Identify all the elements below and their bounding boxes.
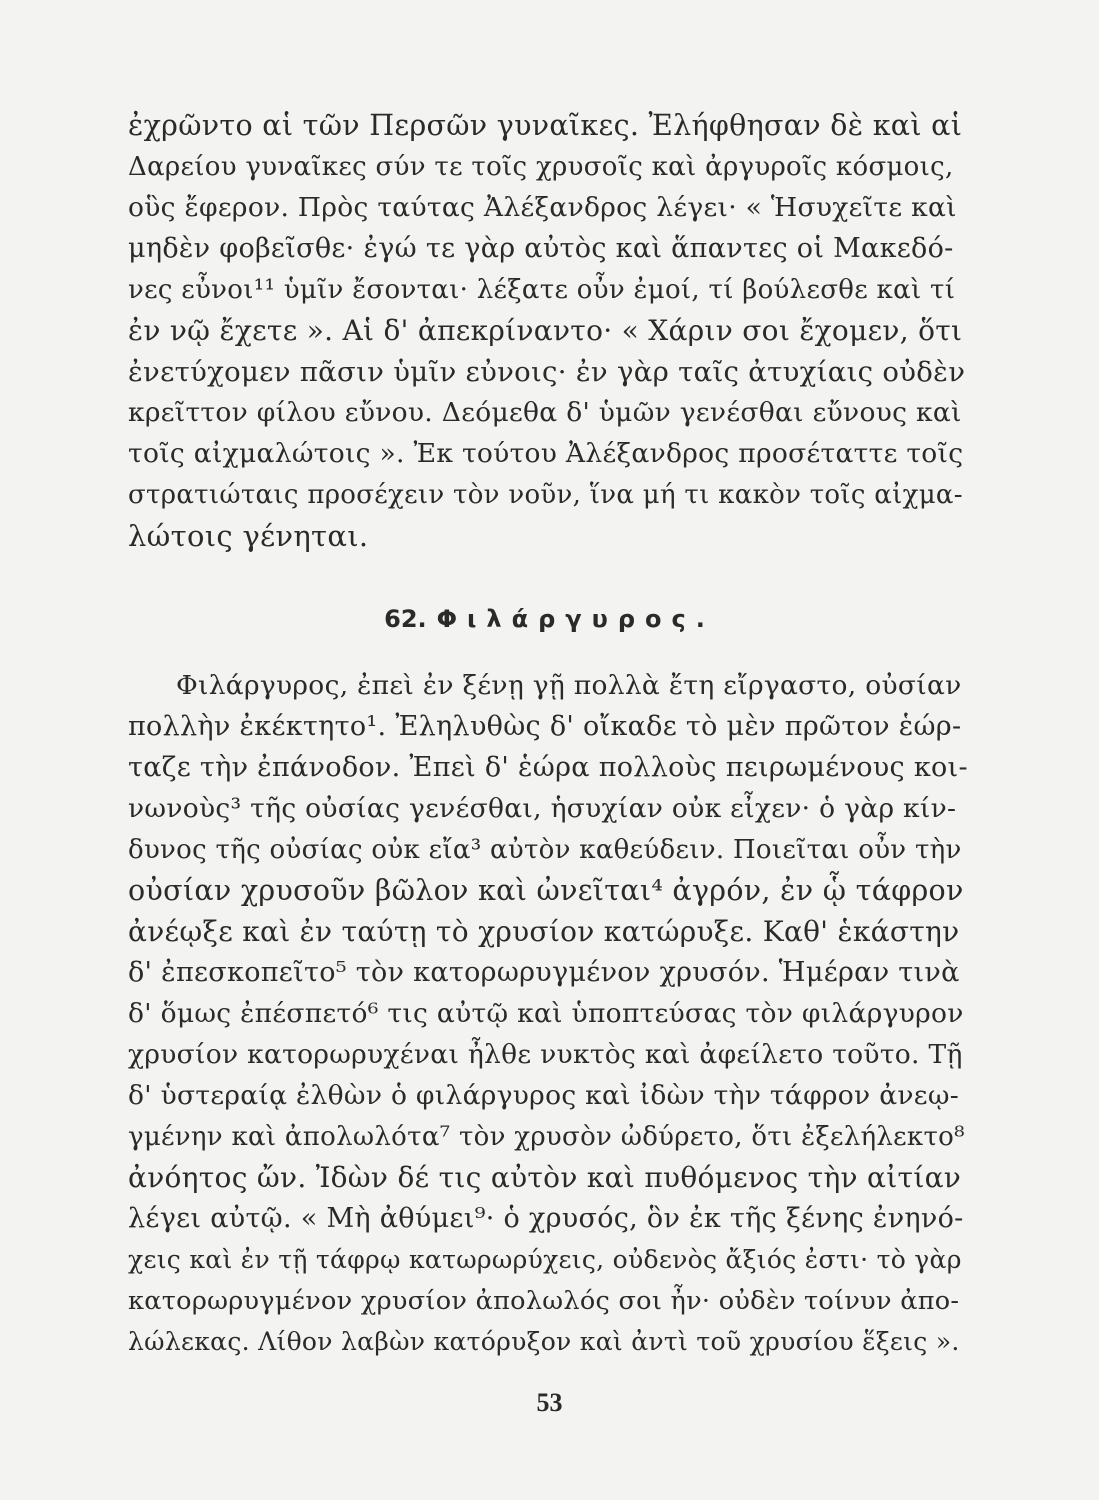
text-line: χεις καὶ ἐν τῇ τάφρῳ κατωρωρύχεις, οὐδενὸς ἄξιός ἐστι· τὸ γὰρ — [128, 1245, 962, 1274]
text-line: πολλὴν ἐκέκτητο¹. Ἐληλυθὼς δ' οἴκαδε τὸ μὲν πρῶτον ἑώρ- — [128, 711, 962, 742]
text-line: λέγει αὐτῷ. « Μὴ ἀθύμει⁹· ὁ χρυσός, ὃν ἐκ τῆς ξένης ἐνηνό- — [128, 1203, 964, 1234]
text-line: Δαρείου γυναῖκες σύν τε τοῖς χρυσοῖς καὶ ἀργυροῖς κόσμοις, — [128, 152, 954, 182]
section-heading — [0, 604, 1099, 634]
text-line: κρεῖττον φίλου εὔνου. Δεόμεθα δ' ὑμῶν γενέσθαι εὔνους καὶ — [128, 397, 962, 428]
text-line: ἀνόητος ὤν. Ἰδὼν δέ τις αὐτὸν καὶ πυθόμενος τὴν αἰτίαν — [128, 1161, 962, 1194]
text-line: χρυσίον κατορωρυχέναι ἦλθε νυκτὸς καὶ ἀφείλετο τοῦτο. Τῇ — [128, 1039, 963, 1070]
text-line: μηδὲν φοβεῖσθε· ἐγώ τε γὰρ αὐτὸς καὶ ἅπαντες οἱ Μακεδό- — [128, 233, 954, 264]
text-line: γμένην καὶ ἀπολωλότα⁷ τὸν χρυσὸν ὠδύρετο, ὅτι ἐξελήλεκτο⁸ — [128, 1122, 965, 1152]
text-line: ἀνέῳξε καὶ ἐν ταύτῃ τὸ χρυσίον κατώρυξε. Καθ' ἑκάστην — [128, 915, 960, 948]
text-line: ἐνετύχομεν πᾶσιν ὑμῖν εὐνοις· ἐν γὰρ ταῖς ἀτυχίαις οὐδὲν — [128, 356, 966, 388]
text-line: Φιλάργυρος, ἐπεὶ ἐν ξένῃ γῇ πολλὰ ἔτη εἴργαστο, οὐσίαν — [176, 670, 962, 701]
text-line: δ' ἐπεσκοπεῖτο⁵ τὸν κατορωρυγμένον χρυσόν. Ἡμέραν τινὰ — [128, 957, 960, 988]
text-line: δ' ὅμως ἐπέσπετό⁶ τις αὐτῷ καὶ ὑποπτεύσας τὸν φιλάργυρον — [128, 998, 964, 1029]
text-line: στρατιώταις προσέχειν τὸν νοῦν, ἵνα μή τι κακὸν τοῖς αἰχμα- — [128, 480, 963, 510]
section-number: 62. — [384, 605, 427, 633]
text-line: οὓς ἔφερον. Πρὸς ταύτας Ἀλέξανδρος λέγει· « Ἡσυχεῖτε καὶ — [128, 192, 957, 223]
text-line: ἐν νῷ ἔχετε ». Αἱ δ' ἀπεκρίναντο· « Χάριν σοι ἔχομεν, ὅτι — [128, 314, 963, 347]
text-line: νωνοὺς³ τῆς οὐσίας γενέσθαι, ἡσυχίαν οὐκ εἶχεν· ὁ γὰρ κίν- — [128, 793, 957, 824]
text-line: λώτοις γένηται. — [128, 519, 369, 553]
text-line: ἐχρῶντο αἱ τῶν Περσῶν γυναῖκες. Ἐλήφθησαν δὲ καὶ αἱ — [128, 109, 963, 142]
text-line: οὐσίαν χρυσοῦν βῶλον καὶ ὠνεῖται⁴ ἀγρόν, ἐν ᾧ τάφρον — [128, 874, 964, 907]
text-line: λώλεκας. Λίθον λαβὼν κατόρυξον καὶ ἀντὶ τοῦ χρυσίου ἕξεις ». — [128, 1327, 960, 1356]
section-title: Φιλάργυρος. — [436, 605, 715, 633]
text-line: τοῖς αἰχμαλώτοις ». Ἐκ τούτου Ἀλέξανδρος προσέταττε τοῖς — [128, 438, 964, 469]
text-line: δυνος τῆς οὐσίας οὐκ εἴα³ αὐτὸν καθεύδειν. Ποιεῖται οὖν τὴν — [128, 835, 962, 865]
text-line: δ' ὑστεραίᾳ ἐλθὼν ὁ φιλάργυρος καὶ ἰδὼν τὴν τάφρον ἀνεῳ- — [128, 1080, 959, 1111]
text-line: κατορωρυγμένον χρυσίον ἀπολωλός σοι ἦν· οὐδὲν τοίνυν ἀπο- — [128, 1286, 960, 1316]
text-line: νες εὖνοι¹¹ ὑμῖν ἔσονται· λέξατε οὖν ἐμοί, τί βούλεσθε καὶ τί — [128, 275, 956, 305]
text-line: ταζε τὴν ἐπάνοδον. Ἐπεὶ δ' ἑώρα πολλοὺς πειρωμένους κοι- — [128, 752, 968, 783]
page-number: 53 — [536, 1388, 563, 1417]
